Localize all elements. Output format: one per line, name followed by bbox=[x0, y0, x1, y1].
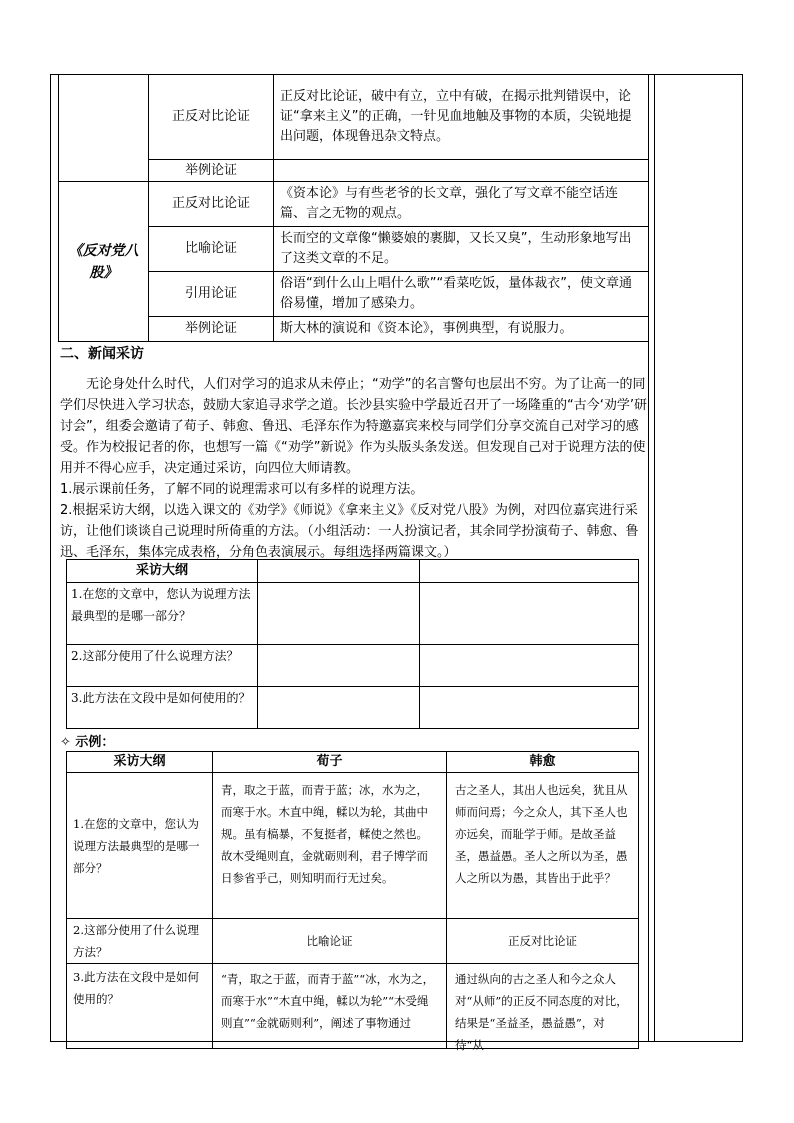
description-cell: 俗语“到什么山上唱什么歌”“看菜吃饭，量体裁衣”，使文章通俗易懂，增加了感染力。 bbox=[274, 272, 649, 317]
description-cell: 《资本论》与有些老爷的长文章，强化了写文章不能空话连篇、言之无物的观点。 bbox=[274, 182, 649, 227]
method-cell: 引用论证 bbox=[149, 272, 274, 317]
section-intro bbox=[60, 374, 648, 563]
method-cell: 举例论证 bbox=[149, 317, 274, 342]
table-row bbox=[67, 964, 639, 1049]
description-cell: 斯大林的演说和《资本论》，事例典型，有说服力。 bbox=[274, 317, 649, 342]
work-title-cell: 《反对党八股》 bbox=[59, 182, 149, 342]
question-cell: 3.此方法在文段中是如何使用的？ bbox=[67, 687, 258, 729]
hanyu-answer bbox=[447, 964, 639, 1052]
answer-cell[interactable] bbox=[420, 560, 639, 583]
question-cell: 3.此方法在文段中是如何使用的？ bbox=[67, 964, 213, 1049]
work-cell-empty bbox=[59, 75, 149, 182]
header-xunzi: 荀子 bbox=[213, 752, 447, 773]
header-hanyu: 韩愈 bbox=[447, 752, 639, 773]
hanyu-answer: 古之圣人，其出人也远矣，犹且从师而问焉；今之众人，其下圣人也亦远矣，而耻学于师。是故圣益圣，愚益愚。圣人之所以为圣，愚人之所以为愚，其皆出于此乎？ bbox=[447, 773, 639, 919]
answer-cell[interactable] bbox=[258, 645, 420, 687]
xunzi-answer: 青，取之于蓝，而青于蓝；冰，水为之，而寒于水。木直中绳，輮以为轮，其曲中规。虽有槁暴，不复挺者，輮使之然也。故木受绳则直，金就砺则利，君子博学而日参省乎己，则知明而行无过矣。 bbox=[213, 773, 447, 919]
table-row bbox=[67, 773, 639, 919]
table-header-row bbox=[67, 752, 639, 773]
question-cell: 2.这部分使用了什么说理方法？ bbox=[67, 645, 258, 687]
example-table bbox=[66, 751, 639, 1052]
hanyu-answer-text: 通过纵向的古之圣人和今之众人对“从师”的正反不同态度的对比，结果是“圣益圣，愚益愚”，对待“从 bbox=[455, 972, 628, 1052]
question-cell: 1.在您的文章中，您认为说理方法最典型的是哪一部分？ bbox=[67, 773, 213, 919]
table-row bbox=[67, 645, 639, 687]
interview-outline-table bbox=[66, 559, 639, 729]
method-cell: 比喻论证 bbox=[149, 227, 274, 272]
intro-paragraph: 无论身处什么时代，人们对学习的追求从未停止；“劝学”的名言警句也层出不穷。为了让高一的同学们尽快进入学习状态，鼓励大家追寻求学之道。长沙县实验中学最近召开了一场隆重的“古今‘劝学’研讨会”，组委会邀请了荀子、韩愈、鲁迅、毛泽东作为特邀嘉宾来校与同学们分享交流自己对学习的感受。作为校报记者的你，也想写一篇《“劝学”新说》作为头版头条发送。但发现自己对于说理方法的使用并不得心应手，决定通过采访，向四位大师请教。 bbox=[60, 377, 648, 476]
description-cell: 长而空的文章像“懒婆娘的裹脚，又长又臭”，生动形象地写出了这类文章的不足。 bbox=[274, 227, 649, 272]
example-label: ✧ 示例： bbox=[60, 735, 115, 750]
question-cell: 1.在您的文章中，您认为说理方法最典型的是哪一部分？ bbox=[67, 583, 258, 645]
method-cell: 举例论证 bbox=[149, 160, 274, 182]
task-2: 2.根据采访大纲，以选入课文的《劝学》《师说》《拿来主义》《反对党八股》为例，对四位嘉宾进行采访，让他们谈谈自己说理时所倚重的方法。（小组活动：一人扮演记者，其余同学扮演荀子、韩愈、鲁迅、毛泽东，集体完成表格，分角色表演展示。每组选择两篇课文。） bbox=[60, 503, 639, 560]
answer-cell[interactable] bbox=[258, 560, 420, 583]
question-cell: 2.这部分使用了什么说理方法？ bbox=[67, 919, 213, 964]
answer-cell[interactable] bbox=[420, 583, 639, 645]
method-cell: 正反对比论证 bbox=[149, 75, 274, 160]
argument-methods-table bbox=[58, 74, 649, 342]
table-header: 采访大纲 bbox=[67, 560, 258, 583]
table-row bbox=[67, 583, 639, 645]
answer-cell[interactable] bbox=[258, 583, 420, 645]
table-row bbox=[67, 560, 639, 583]
description-cell: 正反对比论证，破中有立，立中有破，在揭示批判错误中，论证“拿来主义”的正确，一针见血地触及事物的本质，尖锐地提出问题，体现鲁迅杂文特点。 bbox=[274, 75, 649, 160]
section-title: 二、新闻采访 bbox=[60, 346, 144, 362]
xunzi-answer-text: “青，取之于蓝，而青于蓝”“冰，水为之，而寒于水”“木直中绳，輮以为轮”“木受绳则直”“金就砺则利”，阐述了事物通过 bbox=[221, 972, 435, 1030]
frame-divider bbox=[654, 74, 655, 1042]
xunzi-answer bbox=[213, 964, 447, 1049]
task-1: 1.展示课前任务，了解不同的说理需求可以有多样的说理方法。 bbox=[60, 482, 424, 497]
answer-cell[interactable] bbox=[420, 687, 639, 729]
description-cell bbox=[274, 160, 649, 182]
table-row bbox=[67, 687, 639, 729]
method-cell: 正反对比论证 bbox=[149, 182, 274, 227]
table-row bbox=[67, 919, 639, 964]
header-outline: 采访大纲 bbox=[67, 752, 213, 773]
xunzi-answer: 比喻论证 bbox=[213, 919, 447, 964]
table-row bbox=[59, 75, 649, 160]
answer-cell[interactable] bbox=[258, 687, 420, 729]
hanyu-answer: 正反对比论证 bbox=[447, 919, 639, 964]
answer-cell[interactable] bbox=[420, 645, 639, 687]
table-row bbox=[59, 182, 649, 227]
